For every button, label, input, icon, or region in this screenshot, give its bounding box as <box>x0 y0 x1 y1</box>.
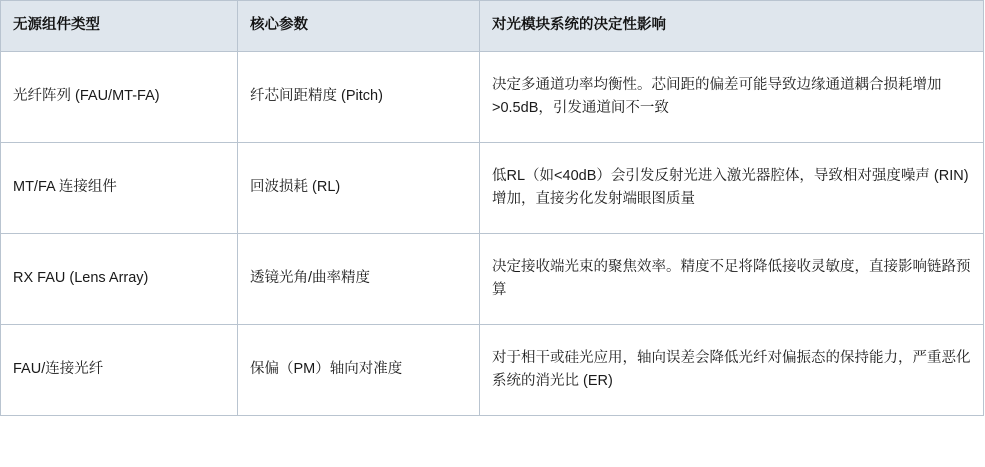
column-header-core-parameter: 核心参数 <box>238 1 480 52</box>
table-row <box>1 234 984 325</box>
cell-component-type: MT/FA 连接组件 <box>1 143 238 234</box>
column-header-component-type: 无源组件类型 <box>1 1 238 52</box>
table-header <box>1 1 984 52</box>
cell-component-type: RX FAU (Lens Array) <box>1 234 238 325</box>
cell-core-parameter: 纤芯间距精度 (Pitch) <box>238 52 480 143</box>
cell-component-type: FAU/连接光纤 <box>1 325 238 416</box>
cell-impact: 对于相干或硅光应用，轴向误差会降低光纤对偏振态的保持能力，严重恶化系统的消光比 (ER) <box>480 325 984 416</box>
table-row <box>1 325 984 416</box>
table-row <box>1 52 984 143</box>
column-header-impact: 对光模块系统的决定性影响 <box>480 1 984 52</box>
cell-core-parameter: 保偏（PM）轴向对准度 <box>238 325 480 416</box>
cell-impact: 低RL（如<40dB）会引发反射光进入激光器腔体，导致相对强度噪声 (RIN) 增加，直接劣化发射端眼图质量 <box>480 143 984 234</box>
table-row <box>1 143 984 234</box>
table-body <box>1 52 984 416</box>
cell-core-parameter: 透镜光角/曲率精度 <box>238 234 480 325</box>
table-header-row <box>1 1 984 52</box>
cell-component-type: 光纤阵列 (FAU/MT-FA) <box>1 52 238 143</box>
cell-impact: 决定接收端光束的聚焦效率。精度不足将降低接收灵敏度，直接影响链路预算 <box>480 234 984 325</box>
cell-core-parameter: 回波损耗 (RL) <box>238 143 480 234</box>
cell-impact: 决定多通道功率均衡性。芯间距的偏差可能导致边缘通道耦合损耗增加>0.5dB，引发通道间不一致 <box>480 52 984 143</box>
